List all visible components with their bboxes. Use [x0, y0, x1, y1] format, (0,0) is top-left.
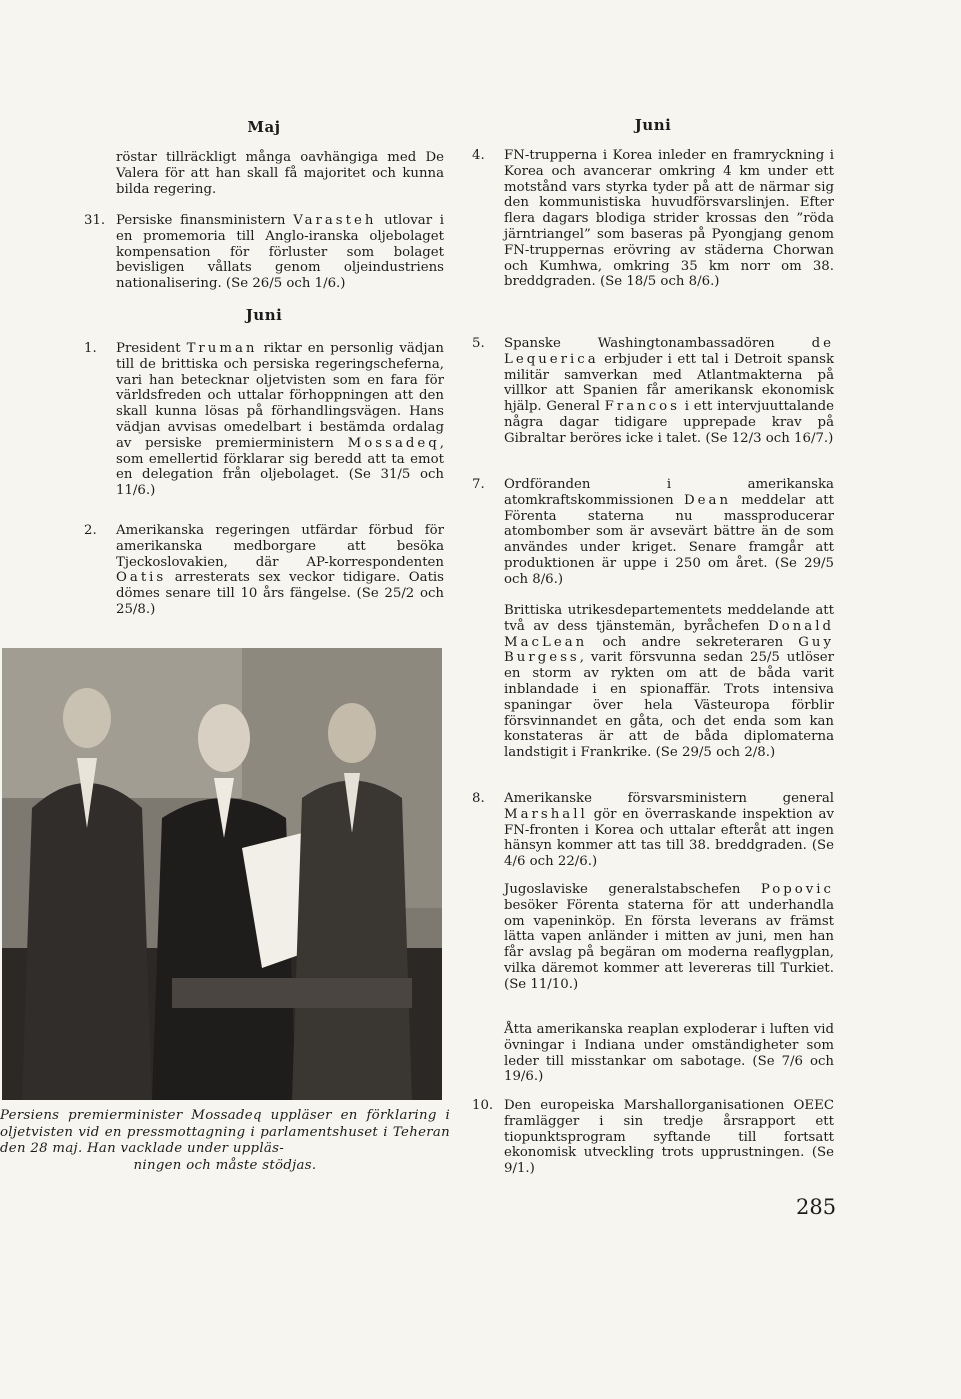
entry-maj-continued: röstar tillräckligt många oavhängiga med De Valera för att han skall få majoritet och kunna bilda regering.: [116, 150, 444, 197]
entry-juni-1: 1. President Truman riktar en personlig vädjan till de brittiska och persiska regeringscheferna, vari han betecknar oljetvisten som en fara för världsfreden och uttalar förhoppningen att den skall kunna lösas på förhandlingsvägen. Hans vädjan avvisas omedelbart i bestämda ordalag av persiske premierministern Mossadeq, som emellertid förklarar sig beredd att ta emot en delegation från oljebolaget. (Se 31/5 och 11/6.): [84, 341, 444, 499]
heading-maj: Maj: [247, 118, 281, 136]
page-number: 285: [796, 1195, 837, 1219]
entry-juni-8: 8. Amerikanske försvarsministern general Marshall gör en överraskande inspektion av FN-fronten i Korea och uttalar efteråt att ingen hänsyn kommer att tas till 38. breddgraden. (Se 4/6 och 22/6.): [472, 791, 834, 870]
entry-juni-2: 2. Amerikanska regeringen utfärdar förbud för amerikanska medborgare att besöka Tjeckoslovakien, där AP-korrespondenten Oatis arresterats sex veckor tidigare. Oatis dömes senare till 10 års fängelse. (Se 25/2 och 25/8.): [84, 523, 444, 617]
entry-juni-8-reaplan: Åtta amerikanska reaplan exploderar i luften vid övningar i Indiana under omständigheter som leder till misstankar om sabotage. (Se 7/6 och 19/6.): [504, 1022, 834, 1085]
entry-juni-7: 7. Ordföranden i amerikanska atomkraftskommissionen Dean meddelar att Förenta staterna nu massproducerar atombomber som är avsevärt bättre än de som användes under kriget. Senare framgår att produktionen är uppe i 250 om året. (Se 29/5 och 8/6.): [472, 477, 834, 587]
entry-juni-10: 10. Den europeiska Marshallorganisationen OEEC framlägger i sin tredje årsrapport ett tiopunktsprogram syftande till fortsatt ekonomisk utveckling trots upprustningen. (Se 9/1.): [472, 1098, 834, 1177]
entry-juni-8-popovic: Jugoslaviske generalstabschefen Popovic besöker Förenta staterna för att underhandla om vapeninköp. En första leverans av främst lätta vapen anländer i mitten av juni, men han får avslag på begäran om moderna reaflygplan, vilka däremot kommer att levereras till Turkiet. (Se 11/10.): [504, 882, 834, 992]
photo-caption: Persiens premierminister Mossadeq uppläser en förklaring i oljetvisten vid en pressmottagning i parlamentshuset i Teheran den 28 maj. Han vacklade under uppläs- ningen och måste stödjas.: [0, 1108, 450, 1173]
entry-juni-7-burgess: Brittiska utrikesdepartementets meddelande att två av dess tjänstemän, byråchefen Donald MacLean och andre sekreteraren Guy Burgess, varit försvunna sedan 25/5 utlöser en storm av rykten om att de båda varit inblandade i en spionaffär. Trots intensiva spaningar över hela Västeuropa förblir försvinnandet en gåta, och det enda som kan konstateras är att de båda diplomaterna landstigit i Frankrike. (Se 29/5 och 2/8.): [504, 603, 834, 761]
photo-mossadeq-press: [2, 648, 442, 1100]
heading-juni-right: Juni: [634, 116, 672, 134]
entry-maj-31: 31. Persiske finansministern Varasteh utlovar i en promemoria till Anglo-iranska oljebolaget kompensation för förluster som bolaget bevisligen vållats genom oljeindustriens nationalisering. (Se 26/5 och 1/6.): [84, 213, 444, 292]
entry-juni-4: 4. FN-trupperna i Korea inleder en framryckning i Korea och avancerar omkring 4 km under ett motstånd vars styrka tyder på att de närmar sig den kommunistiska huvudförsvarslinjen. Efter flera dagars blodiga strider krossas den ”röda järntriangel” som baseras på Pyongjang genom FN-truppernas erövring av städerna Chorwan och Kumhwa, omkring 35 km norr om 38. breddgraden. (Se 18/5 och 8/6.): [472, 148, 834, 290]
heading-juni-left: Juni: [245, 306, 283, 324]
photo-illustration: [2, 648, 442, 1100]
entry-juni-5: 5. Spanske Washingtonambassadören de Lequerica erbjuder i ett tal i Detroit spansk militär samverkan med Atlantmakterna på villkor att Spanien får amerikansk ekonomisk hjälp. General Francos i ett intervjuuttalande några dagar tidigare upprepade krav på Gibraltar beröres icke i talet. (Se 12/3 och 16/7.): [472, 336, 834, 446]
